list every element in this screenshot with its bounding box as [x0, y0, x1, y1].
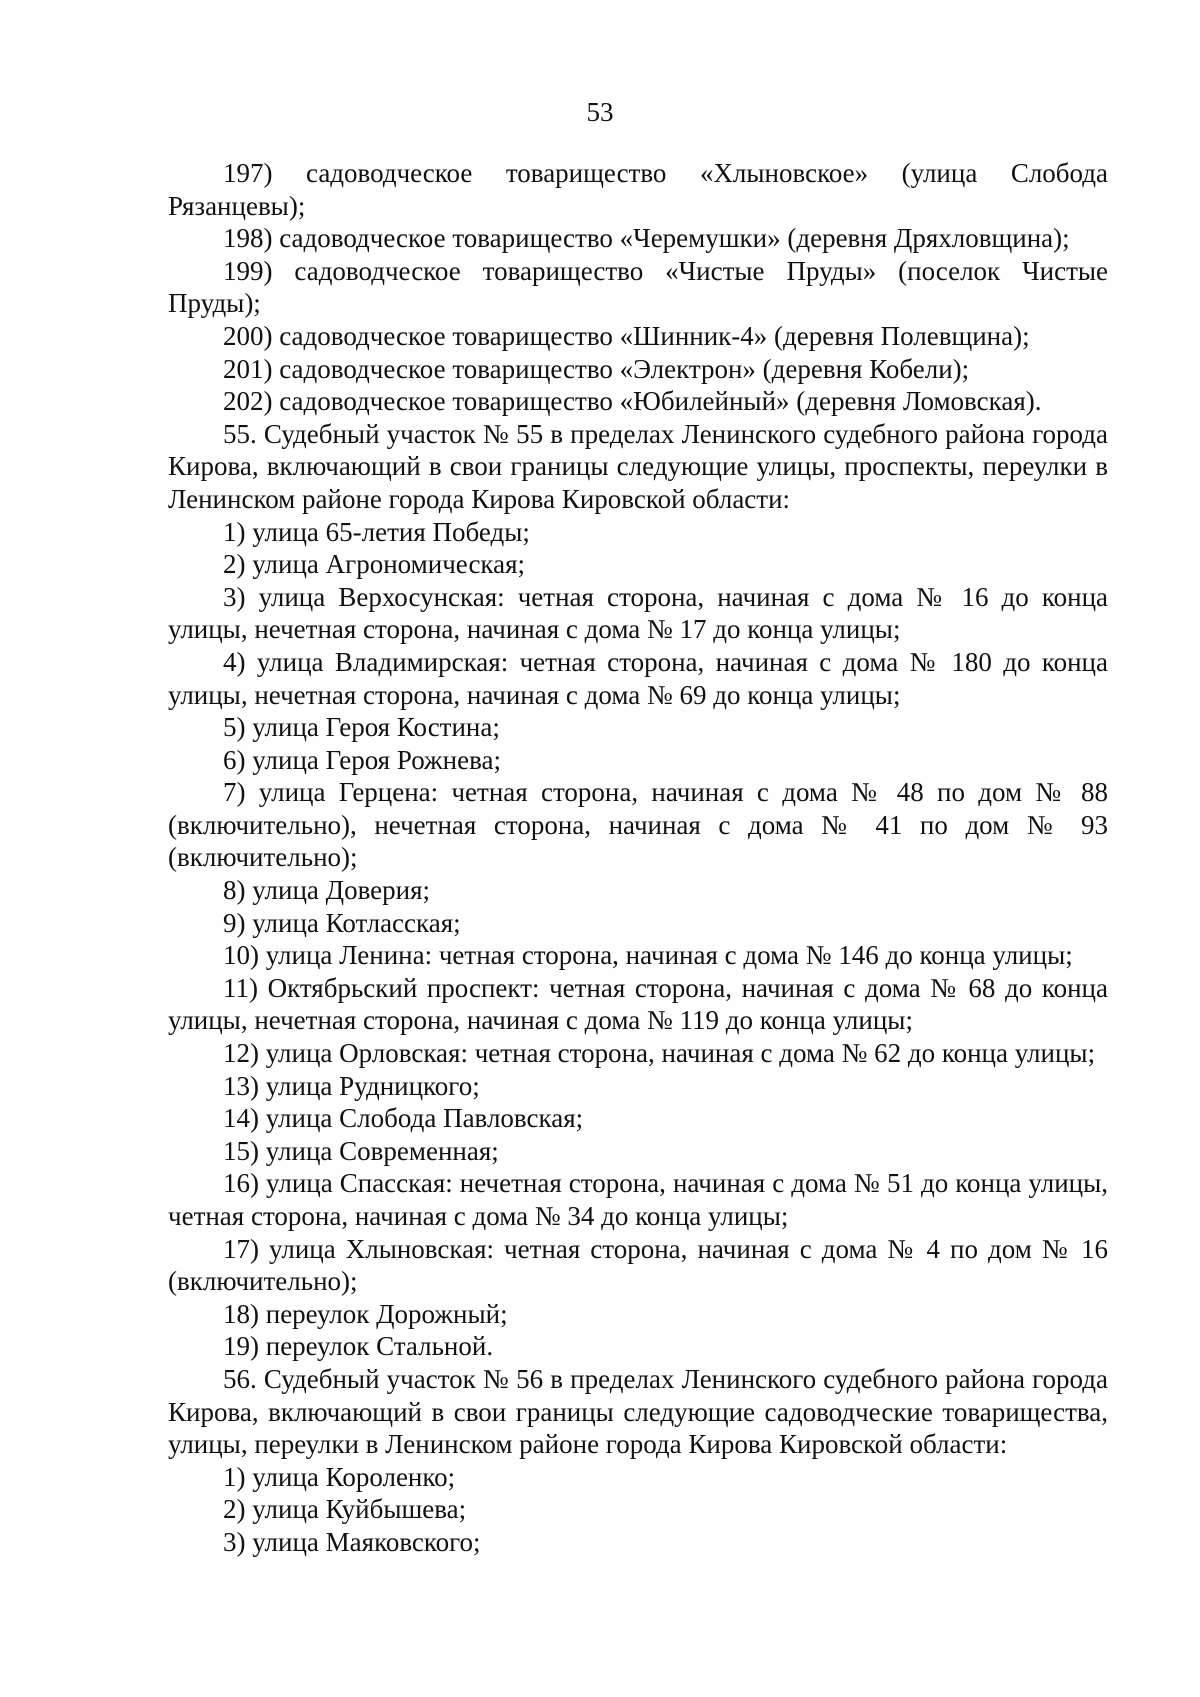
document-body [168, 157, 1108, 1559]
list-item: 9) улица Котласская; [223, 907, 461, 938]
list-item: 12) улица Орловская: четная сторона, начиная с дома № 62 до конца улицы; [223, 1038, 1096, 1069]
list-item: 199) садоводческое товарищество «Чистые Пруды» (поселок Чистые Пруды); [168, 255, 1108, 319]
list-item: 18) переулок Дорожный; [223, 1298, 508, 1329]
list-item: 3) улица Верхосунская: четная сторона, начиная с дома № 16 до конца улицы, нечетная сторона, начиная с дома № 17 до конца улицы; [168, 581, 1108, 645]
list-item: 198) садоводческое товарищество «Черемушки» (деревня Дряхловщина); [223, 223, 1070, 254]
list-item: 201) садоводческое товарищество «Электрон» (деревня Кобели); [223, 353, 970, 384]
list-item: 5) улица Героя Костина; [223, 712, 500, 743]
page-number: 53 [586, 97, 614, 127]
list-item: 15) улица Современная; [223, 1135, 499, 1166]
list-item: 1) улица Короленко; [223, 1461, 456, 1492]
list-item: 4) улица Владимирская: четная сторона, начиная с дома № 180 до конца улицы, нечетная сторона, начиная с дома № 69 до конца улицы; [168, 646, 1108, 710]
list-item: 14) улица Слобода Павловская; [223, 1103, 584, 1134]
list-item: 1) улица 65-летия Победы; [223, 516, 530, 547]
list-item: 2) улица Куйбышева; [223, 1494, 467, 1525]
section-heading-paragraph: 55. Судебный участок № 55 в пределах Ленинского судебного района города Кирова, включающий в свои границы следующие улицы, проспекты, переулки в Ленинском районе города Кирова Кировской области: [168, 418, 1108, 514]
section-heading-paragraph: 56. Судебный участок № 56 в пределах Ленинского судебного района города Кирова, включающий в свои границы следующие садоводческие товарищества, улицы, переулки в Ленинском районе города Кирова Кировской области: [168, 1363, 1108, 1460]
list-item: 13) улица Рудницкого; [223, 1070, 480, 1101]
list-item: 19) переулок Стальной. [223, 1331, 494, 1362]
list-item: 7) улица Герцена: четная сторона, начиная с дома № 48 по дом № 88 (включительно), нечетная сторона, начиная с дома № 41 по дом № 93 (включительно); [168, 777, 1108, 873]
list-item: 2) улица Агрономическая; [223, 549, 526, 580]
list-item: 17) улица Хлыновская: четная сторона, начиная с дома № 4 по дом № 16 (включительно); [168, 1233, 1108, 1297]
list-item: 11) Октябрьский проспект: четная сторона, начиная с дома № 68 до конца улицы, нечетная сторона, начиная с дома № 119 до конца улицы; [168, 972, 1108, 1036]
list-item: 8) улица Доверия; [223, 875, 431, 906]
list-item: 197) садоводческое товарищество «Хлыновское» (улица Слобода Рязанцевы); [168, 158, 1108, 221]
list-item: 3) улица Маяковского; [223, 1526, 481, 1557]
list-item: 202) садоводческое товарищество «Юбилейный» (деревня Ломовская). [223, 386, 1042, 417]
list-item: 10) улица Ленина: четная сторона, начиная с дома № 146 до конца улицы; [223, 940, 1073, 971]
list-item: 6) улица Героя Рожнева; [223, 744, 501, 775]
list-item: 16) улица Спасская: нечетная сторона, начиная с дома № 51 до конца улицы, четная сторона, начиная с дома № 34 до конца улицы; [168, 1168, 1108, 1231]
list-item: 200) садоводческое товарищество «Шинник-4» (деревня Полевщина); [223, 320, 1030, 351]
